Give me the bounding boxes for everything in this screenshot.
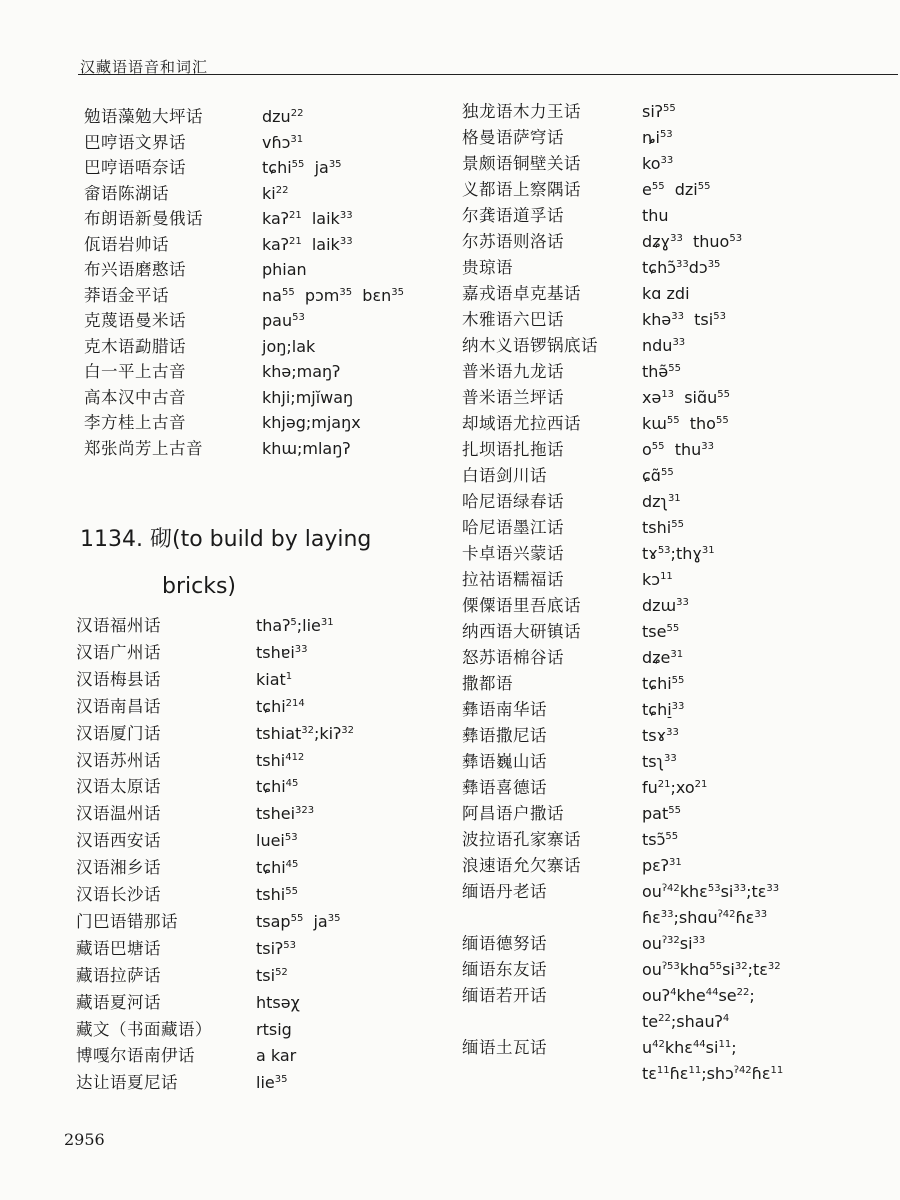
entry-row (462, 751, 882, 773)
language-name: 莽语金平话 (84, 285, 169, 305)
language-name: 汉语长沙话 (76, 885, 161, 904)
phonetic-form: tse$^{55}$ (642, 622, 680, 641)
entry-row (76, 1019, 496, 1041)
entry-row (84, 387, 504, 409)
language-name: 嘉戎语卓克基话 (462, 284, 581, 303)
language-name: 阿昌语户撒话 (462, 804, 564, 823)
phonetic-form: tsi$^{52}$ (256, 965, 288, 985)
phonetic-form: vɦɔ$^{31}$ (262, 132, 304, 152)
entry-row (462, 829, 882, 851)
phonetic-form: $na^{55}$ pɔm$^{35}$ bɛn$^{35}$ (262, 285, 404, 305)
language-name: 纳西语大研镇话 (462, 622, 581, 641)
language-name: 彝语巍山话 (462, 752, 547, 771)
entry-row (462, 803, 882, 825)
language-name: 普米语兰坪话 (462, 388, 564, 407)
language-name: 彝语喜德话 (462, 778, 547, 797)
entry-row (462, 413, 882, 435)
language-name: 尔苏语则洛话 (462, 232, 564, 251)
language-name: 波拉语孔家寨话 (462, 830, 581, 849)
phonetic-form: $ouʔ^4khe^{44}se^{22}$; (642, 986, 755, 1005)
language-name: 扎坝语扎拖话 (462, 440, 564, 459)
phonetic-form: thə̃$^{55}$ (642, 362, 681, 381)
entry-row (462, 387, 882, 409)
language-name: 彝语撒尼话 (462, 726, 547, 745)
entry-row (462, 959, 882, 981)
section-heading-line2: bricks) (162, 574, 237, 599)
phonetic-form: dzɯ$^{33}$ (642, 596, 689, 615)
language-name: 藏语拉萨话 (76, 965, 161, 985)
phonetic-form: tɕhi$^{45}$ (256, 777, 299, 797)
language-name: 普米语九龙话 (462, 362, 564, 381)
entry-row (76, 750, 496, 772)
phonetic-form: phian (262, 260, 307, 279)
phonetic-form: tɕhi$^{55}$ (642, 674, 685, 693)
language-name: 藏文（书面藏语） (76, 1019, 212, 1039)
phonetic-form: tɕhɔ̃$^{33}$dɔ$^{35}$ (642, 258, 721, 277)
phonetic-form: $u^{42}khɛ^{44}si^{11}$; (642, 1038, 737, 1057)
entry-row (462, 361, 882, 383)
gloss-line1: (to build by laying (172, 527, 372, 552)
entry-row (76, 615, 496, 637)
entry-row (462, 985, 882, 1007)
language-name: 白一平上古音 (84, 362, 186, 381)
entry-row (84, 157, 504, 179)
language-name: 缅语德努话 (462, 934, 547, 953)
language-name: 克蔑语曼米话 (84, 311, 186, 330)
phonetic-form: xə$^{13}$ $siɑ̃u^{55}$ (642, 388, 731, 407)
language-name: 景颇语铜壁关话 (462, 154, 581, 173)
language-name: 木雅语六巴话 (462, 310, 564, 329)
phonetic-form: dʑɣ$^{33}$ thuo$^{53}$ (642, 232, 743, 251)
language-name: 汉语广州话 (76, 642, 161, 662)
entry-row (462, 309, 882, 331)
phonetic-form: thu (642, 206, 669, 225)
entry-row (76, 1072, 496, 1094)
language-name: 高本汉中古音 (84, 387, 186, 407)
entry-row (84, 208, 504, 230)
language-name: 缅语丹老话 (462, 882, 547, 901)
language-name: 门巴语错那话 (76, 911, 178, 931)
language-name: 汉语温州话 (76, 804, 161, 824)
phonetic-form: khɯ;mlaŋʔ (262, 438, 351, 458)
language-name: 布朗语新曼俄话 (84, 209, 203, 228)
language-name: 李方桂上古音 (84, 413, 186, 432)
phonetic-form: siʔ$^{55}$ (642, 102, 676, 121)
phonetic-form: khjəg;mjaŋx (262, 413, 361, 432)
entry-row (462, 1011, 882, 1033)
language-name: 贵琼语 (462, 258, 513, 277)
entry-row (76, 642, 496, 664)
entry-row (462, 101, 882, 123)
entry-row (84, 183, 504, 205)
entry-row (462, 777, 882, 799)
entry-row (462, 855, 882, 877)
phonetic-form: tshɐi$^{33}$ (256, 642, 308, 662)
entry-row (462, 257, 882, 279)
section-heading-line1 (80, 522, 371, 553)
phonetic-form: htsəχ (256, 992, 300, 1012)
entry-row (462, 569, 882, 591)
entry-row (84, 259, 504, 281)
phonetic-form: $te^{22};shauʔ^4$ (642, 1012, 730, 1031)
language-name: 格曼语萨穹话 (462, 128, 564, 147)
phonetic-form: tshi$^{55}$ (256, 885, 298, 904)
language-name: 布兴语磨憨话 (84, 260, 186, 279)
language-name: 汉语太原话 (76, 777, 161, 797)
phonetic-form: tshei$^{323}$ (256, 804, 315, 824)
entry-row (76, 669, 496, 691)
phonetic-form: pat$^{55}$ (642, 804, 681, 823)
language-name: 汉语西安话 (76, 831, 161, 851)
phonetic-form: thaʔ$^5$;lie$^{31}$ (256, 616, 334, 635)
entry-row (76, 696, 496, 718)
entry-row (462, 725, 882, 747)
entry-row (76, 992, 496, 1014)
language-name: 郑张尚芳上古音 (84, 438, 203, 458)
phonetic-form: tshi$^{55}$ (642, 518, 684, 537)
phonetic-form: kaʔ$^{21}$ laik$^{33}$ (262, 234, 353, 254)
phonetic-form: kɑ zdi (642, 284, 690, 303)
entry-row (462, 127, 882, 149)
entry-row (84, 412, 504, 434)
language-name: 汉语南昌话 (76, 696, 161, 716)
language-name: 藏语巴塘话 (76, 938, 161, 958)
phonetic-form: $ou^{ʔ32}si^{33}$ (642, 934, 706, 953)
entry-row (76, 776, 496, 798)
entry-row (76, 857, 496, 879)
entry-row (462, 595, 882, 617)
phonetic-form: tɛ$^{11}$ɦɛ$^{11}$;shɔ$^{ʔ42}$ɦɛ$^{11}$ (642, 1064, 784, 1083)
header-rule (78, 74, 898, 75)
entry-row (76, 965, 496, 987)
language-name: 哈尼语绿春话 (462, 492, 564, 511)
phonetic-form: dʑe$^{31}$ (642, 648, 684, 667)
phonetic-form: dzʅ$^{31}$ (642, 492, 681, 511)
entry-row (84, 285, 504, 307)
phonetic-form: khə$^{33}$ tsi$^{53}$ (642, 310, 726, 329)
phonetic-form: tɕhi$^{45}$ (256, 858, 299, 878)
phonetic-form: ndu$^{33}$ (642, 336, 686, 355)
language-name: 汉语厦门话 (76, 723, 161, 743)
entry-row (76, 938, 496, 960)
language-name: 义都语上察隅话 (462, 180, 581, 199)
phonetic-form: ɕɑ̃$^{55}$ (642, 466, 674, 485)
entry-row (462, 907, 882, 929)
entry-row (462, 621, 882, 643)
language-name: 汉语梅县话 (76, 669, 161, 689)
phonetic-form: $ou^{ʔ53}khɑ^{55}si^{32};tɛ^{32}$ (642, 960, 781, 979)
entry-row (462, 335, 882, 357)
entry-row (76, 911, 496, 933)
phonetic-form: khji;mjĭwaŋ (262, 387, 354, 407)
phonetic-form: kɔ$^{11}$ (642, 570, 673, 589)
language-name: 缅语土瓦话 (462, 1038, 547, 1057)
phonetic-form: pɛʔ$^{31}$ (642, 856, 682, 875)
phonetic-form: kaʔ$^{21}$ laik$^{33}$ (262, 209, 353, 228)
phonetic-form: dzu$^{22}$ (262, 107, 304, 126)
language-name: 勉语藻勉大坪话 (84, 107, 203, 126)
entry-row (84, 438, 504, 460)
entry-row (462, 231, 882, 253)
phonetic-form: $fu^{21};xo^{21}$ (642, 778, 708, 797)
phonetic-form: tsap$^{55}$ $ja^{35}$ (256, 911, 341, 931)
language-name: 白语剑川话 (462, 466, 547, 485)
language-name: 拉祜语糯福话 (462, 570, 564, 589)
language-name: 撒都语 (462, 674, 513, 693)
phonetic-form: tsʅ$^{33}$ (642, 752, 677, 771)
language-name: 佤语岩帅话 (84, 234, 169, 254)
phonetic-form: tɕhi$^{55}$ $ja^{35}$ (262, 158, 342, 177)
entry-number: 1134. (80, 527, 143, 552)
phonetic-form: tshi$^{412}$ (256, 750, 305, 770)
phonetic-form: joŋ;lak (262, 336, 316, 356)
language-name: 汉语苏州话 (76, 750, 161, 770)
phonetic-form: tɕhi̠$^{33}$ (642, 700, 685, 719)
entry-row (462, 1037, 882, 1059)
language-name: 卡卓语兴蒙话 (462, 544, 564, 563)
entry-row (462, 647, 882, 669)
entry-row (84, 106, 504, 128)
language-name: 纳木义语锣锅底话 (462, 336, 598, 355)
language-name: 缅语东友话 (462, 960, 547, 979)
phonetic-form: tshiat$^{32}$;kiʔ$^{32}$ (256, 723, 355, 743)
phonetic-form: tɤ$^{53}$;thɣ$^{31}$ (642, 544, 715, 563)
language-name: 藏语夏河话 (76, 992, 161, 1012)
phonetic-form: $o^{55}$ thu$^{33}$ (642, 440, 714, 459)
language-name: 畲语陈湖话 (84, 183, 169, 203)
headword: 砌 (149, 527, 172, 552)
entry-row (76, 884, 496, 906)
entry-row (462, 1063, 882, 1085)
language-name: 浪速语允欠寨话 (462, 856, 581, 875)
entry-row (76, 723, 496, 745)
running-header: 汉藏语语音和词汇 (80, 58, 209, 76)
entry-row (462, 205, 882, 227)
language-name: 巴哼语唔奈话 (84, 158, 186, 177)
entry-row (84, 234, 504, 256)
entry-row (462, 933, 882, 955)
phonetic-form: rtsig (256, 1019, 292, 1039)
language-name: 傈僳语里吾底话 (462, 596, 581, 615)
entry-row (462, 439, 882, 461)
phonetic-form: khə;maŋʔ (262, 362, 341, 381)
phonetic-form: kiat$^1$ (256, 669, 293, 689)
entry-row (76, 1045, 496, 1067)
phonetic-form: tsiʔ$^{53}$ (256, 938, 296, 958)
language-name: 缅语若开话 (462, 986, 547, 1005)
language-name: 彝语南华话 (462, 700, 547, 719)
entry-row (84, 361, 504, 383)
language-name: 博嘎尔语南伊话 (76, 1046, 195, 1066)
phonetic-form: ɦɛ$^{33}$;shɑu$^{ʔ42}$ɦɛ$^{33}$ (642, 908, 768, 927)
entry-row (462, 491, 882, 513)
entry-row (462, 465, 882, 487)
phonetic-form: $ki^{22}$ (262, 183, 289, 203)
entry-row (76, 830, 496, 852)
phonetic-form: lie$^{35}$ (256, 1073, 288, 1093)
entry-row (462, 179, 882, 201)
entry-row (462, 153, 882, 175)
language-name: 达让语夏尼话 (76, 1073, 178, 1093)
phonetic-form: luei$^{53}$ (256, 831, 298, 851)
language-name: 克木语勐腊话 (84, 336, 186, 356)
page-number: 2956 (64, 1130, 105, 1149)
entry-row (84, 310, 504, 332)
language-name: 哈尼语墨江话 (462, 518, 564, 537)
phonetic-form: tsɔ̃$^{55}$ (642, 830, 679, 849)
language-name: 独龙语木力王话 (462, 102, 581, 121)
entry-row (462, 699, 882, 721)
language-name: 却域语尤拉西话 (462, 414, 581, 433)
phonetic-form: pau$^{53}$ (262, 311, 305, 330)
language-name: 汉语湘乡话 (76, 858, 161, 878)
phonetic-form: $ou^{ʔ42}khɛ^{53}si^{33};tɛ^{33}$ (642, 882, 780, 901)
entry-row (76, 803, 496, 825)
language-name: 巴哼语文界话 (84, 132, 186, 152)
entry-row (84, 336, 504, 358)
entry-row (462, 881, 882, 903)
entry-row (462, 283, 882, 305)
entry-row (84, 132, 504, 154)
phonetic-form: $e^{55}$ dzi$^{55}$ (642, 180, 711, 199)
phonetic-form: kɯ$^{55}$ tho$^{55}$ (642, 414, 729, 433)
entry-row (462, 517, 882, 539)
phonetic-form: $ko^{33}$ (642, 154, 674, 173)
phonetic-form: tsɤ$^{33}$ (642, 726, 679, 745)
phonetic-form: $ȵi^{53}$ (642, 128, 673, 147)
language-name: 汉语福州话 (76, 616, 161, 635)
phonetic-form: a kar (256, 1046, 297, 1066)
language-name: 怒苏语棉谷话 (462, 648, 564, 667)
language-name: 尔龚语道孚话 (462, 206, 564, 225)
phonetic-form: tɕhi$^{214}$ (256, 696, 305, 716)
entry-row (462, 543, 882, 565)
entry-row (462, 673, 882, 695)
